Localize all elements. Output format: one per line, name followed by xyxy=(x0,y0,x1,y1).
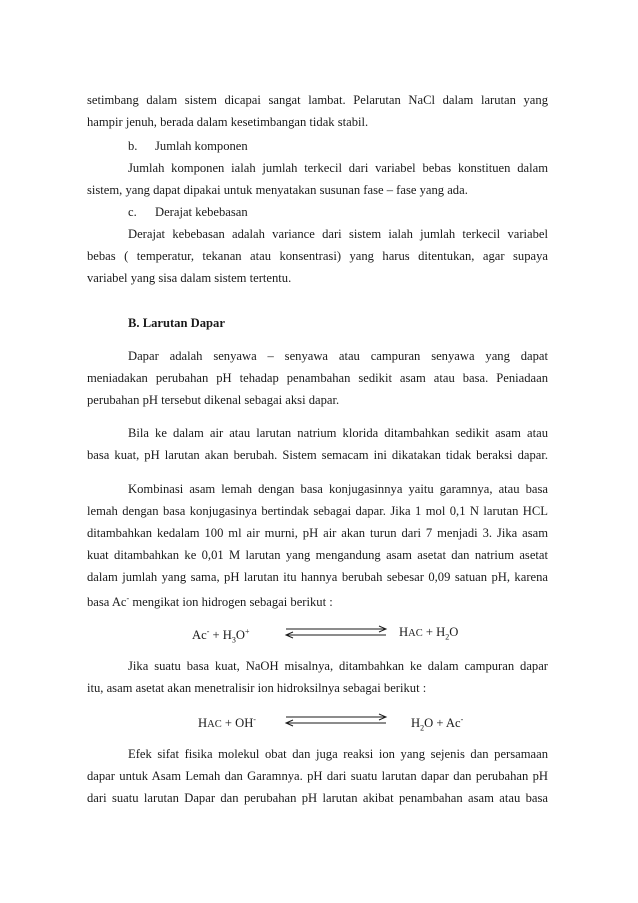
list-title-b: Jumlah komponen xyxy=(155,139,248,153)
text-line: Jumlah komponen ialah jumlah terkecil dari variabel bebas konstituen dalam xyxy=(128,161,548,175)
text-line: ditambahkan kedalam 100 ml air murni, pH air akan turun dari 7 menjadi 3. Jika asam xyxy=(87,526,548,540)
text-line: basa Ac- mengikat ion hidrogen sebagai berikut : xyxy=(87,594,333,610)
equation-2-left: HAC + OH- xyxy=(198,715,256,731)
text-line: hampir jenuh, berada dalam kesetimbangan tidak stabil. xyxy=(87,115,369,129)
equilibrium-arrows-icon xyxy=(282,624,390,640)
text-line: dari suatu larutan Dapar dan perubahan pH larutan akibat penambahan asam atau basa xyxy=(87,791,548,805)
text-line: Kombinasi asam lemah dengan basa konjugasinnya yaitu garamnya, atau basa xyxy=(128,482,548,496)
text-line: itu, asam asetat akan menetralisir ion hidroksilnya sebagai berikut : xyxy=(87,681,427,695)
text-line: meniadakan perubahan pH tehadap penambahan sedikit asam atau basa. Peniadaan xyxy=(87,371,548,385)
text-line: dapar untuk Asam Lemah dan Garamnya. pH dari suatu larutan dapar dan perubahan pH xyxy=(87,769,548,783)
text-line: variabel yang sisa dalam sistem tertentu. xyxy=(87,271,292,285)
list-marker-b: b. xyxy=(128,139,138,153)
text-line: dalam jumlah yang sama, pH larutan itu hannya berubah sebesar 0,09 satuan pH, karena xyxy=(87,570,548,584)
text-line: basa kuat, pH larutan akan berubah. Sistem semacam ini dikatakan tidak beraksi dapar. xyxy=(87,448,548,462)
text-line: setimbang dalam sistem dicapai sangat lambat. Pelarutan NaCl dalam larutan yang xyxy=(87,93,548,107)
text-line: Dapar adalah senyawa – senyawa atau campuran senyawa yang dapat xyxy=(128,349,548,363)
text-line: sistem, yang dapat dipakai untuk menyatakan susunan fase – fase yang ada. xyxy=(87,183,468,197)
equation-1-right: HAC + $H_2O$ xyxy=(399,625,459,642)
text-line: Jika suatu basa kuat, NaOH misalnya, ditambahkan ke dalam campuran dapar xyxy=(128,659,548,673)
equation-2-right: $H_2O + Ac^-$ xyxy=(411,715,464,733)
equilibrium-arrows-icon xyxy=(282,712,390,728)
text-line: lemah dengan basa konjugasinya bertindak sebagai dapar. Jika 1 mol 0,1 N larutan HCL xyxy=(87,504,548,518)
list-marker-c: c. xyxy=(128,205,137,219)
text-line: kuat ditambahkan ke 0,01 M larutan yang mengandung asam asetat dan natrium asetat xyxy=(87,548,548,562)
text-line: Efek sifat fisika molekul obat dan juga reaksi ion yang sejenis dan persamaan xyxy=(128,747,548,761)
section-heading: B. Larutan Dapar xyxy=(128,316,225,330)
equation-1-left: $Ac^- + H_3O^+$ xyxy=(192,627,250,645)
text-line: perubahan pH tersebut dikenal sebagai aksi dapar. xyxy=(87,393,340,407)
text-line: bebas ( temperatur, tekanan atau konsentrasi) yang harus ditentukan, agar supaya xyxy=(87,249,548,263)
text-line: Derajat kebebasan adalah variance dari sistem ialah jumlah terkecil variabel xyxy=(128,227,548,241)
text-line: Bila ke dalam air atau larutan natrium klorida ditambahkan sedikit asam atau xyxy=(128,426,548,440)
list-title-c: Derajat kebebasan xyxy=(155,205,248,219)
